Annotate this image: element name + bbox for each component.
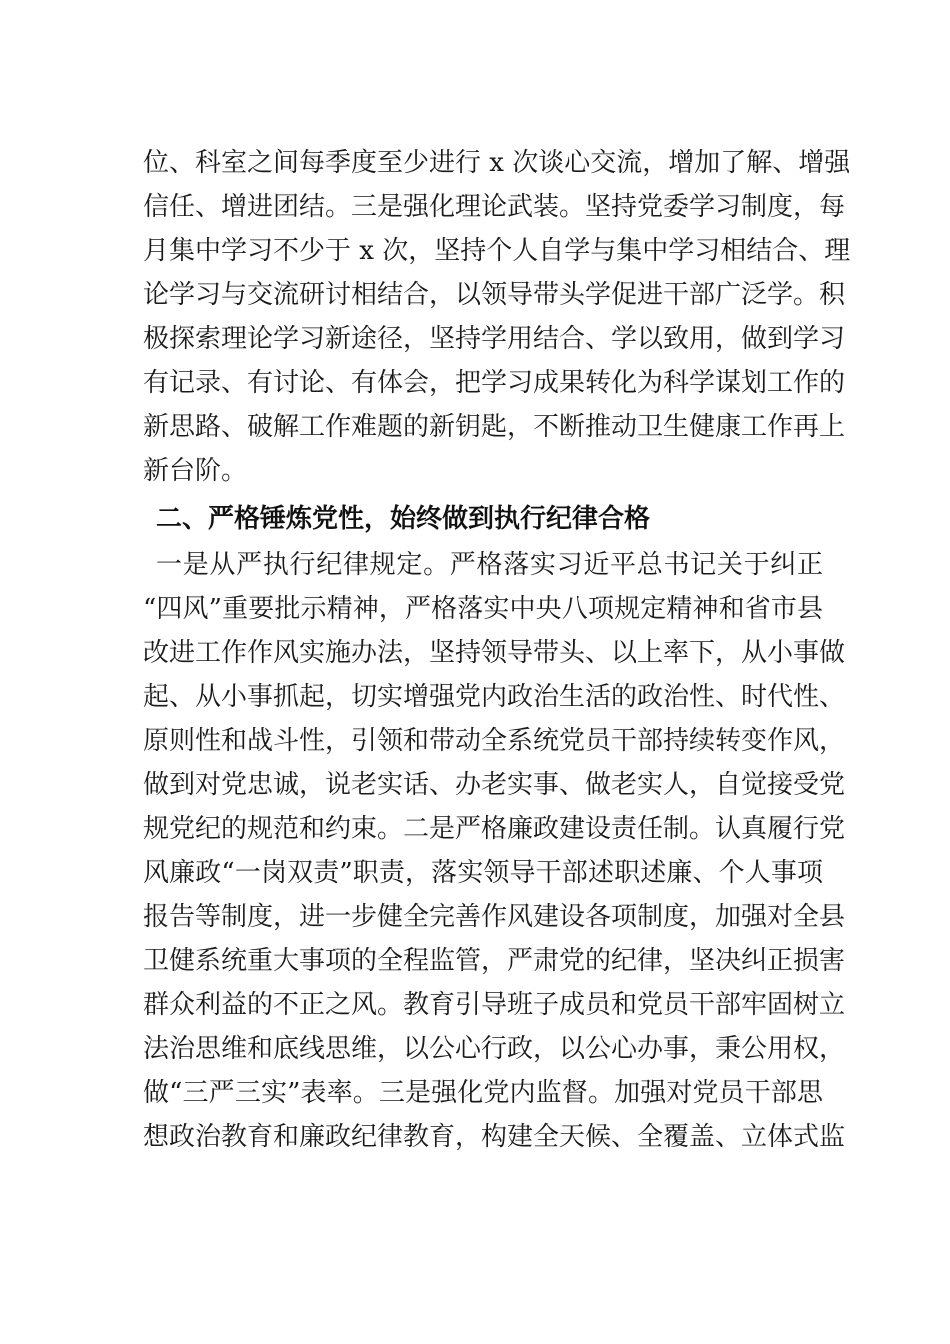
body-text-line: 新思路、破解工作难题的新钥匙，不断推动卫生健康工作再上 [143, 412, 846, 442]
body-text-line: 群众利益的不正之风。教育引导班子成员和党员干部牢固树立 [143, 990, 846, 1020]
body-text-line: “四风”重要批示精神，严格落实中央八项规定精神和省市县 [143, 594, 823, 624]
body-text-line: 改进工作作风实施办法，坚持领导带头、以上率下，从小事做 [143, 638, 846, 668]
body-text-line: 新台阶。 [143, 456, 248, 486]
body-text-line: 报告等制度，进一步健全完善作风建设各项制度，加强对全县 [143, 902, 846, 932]
body-text-line: 法治思维和底线思维，以公心行政，以公心办事，秉公用权， [143, 1034, 846, 1064]
section-heading: 二、严格锤炼党性，始终做到执行纪律合格 [156, 504, 651, 534]
body-text-line: 卫健系统重大事项的全程监管，严肃党的纪律，坚决纠正损害 [143, 946, 846, 976]
body-text-line: 极探索理论学习新途径，坚持学用结合、学以致用，做到学习 [143, 324, 846, 354]
body-text-line: 做“三严三实”表率。三是强化党内监督。加强对党员干部思 [143, 1078, 823, 1108]
body-text-line: 想政治教育和廉政纪律教育，构建全天候、全覆盖、立体式监 [143, 1122, 846, 1152]
body-text-line: 位、科室之间每季度至少进行 x 次谈心交流，增加了解、增强 [143, 148, 851, 178]
body-text-line: 有记录、有讨论、有体会，把学习成果转化为科学谋划工作的 [143, 368, 846, 398]
body-text-line: 规党纪的规范和约束。二是严格廉政建设责任制。认真履行党 [143, 814, 846, 844]
body-text-line: 做到对党忠诚，说老实话、办老实事、做老实人，自觉接受党 [143, 770, 846, 800]
body-text-line: 一是从严执行纪律规定。严格落实习近平总书记关于纠正 [156, 550, 823, 580]
body-text-line: 月集中学习不少于 x 次，坚持个人自学与集中学习相结合、理 [143, 236, 851, 266]
body-text-line: 起、从小事抓起，切实增强党内政治生活的政治性、时代性、 [143, 682, 846, 712]
body-text-line: 论学习与交流研讨相结合，以领导带头学促进干部广泛学。积 [143, 280, 846, 310]
body-text-line: 信任、增进团结。三是强化理论武装。坚持党委学习制度，每 [143, 192, 846, 222]
body-text-line: 原则性和战斗性，引领和带动全系统党员干部持续转变作风， [143, 726, 846, 756]
body-text-line: 风廉政“一岗双责”职责，落实领导干部述职述廉、个人事项 [143, 858, 823, 888]
